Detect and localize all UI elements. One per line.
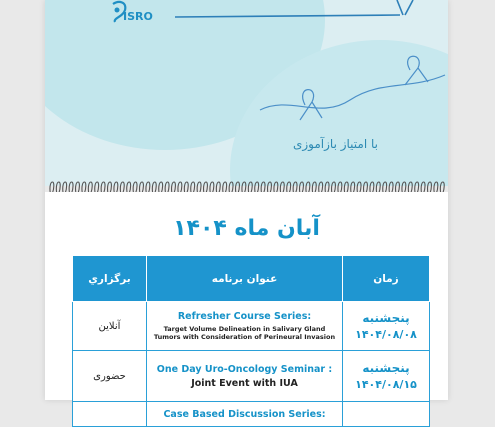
cme-credit-caption: با امتیاز بازآموزی bbox=[292, 137, 378, 151]
event-day: پنجشنبه bbox=[362, 361, 410, 375]
header-time: زمان bbox=[343, 256, 430, 302]
ribbon-decoration bbox=[250, 50, 448, 130]
schedule-table bbox=[72, 255, 430, 427]
event-subtitle: Target Volume Delineation in Salivary Gland Tumors with Consideration of Perineural Invasion bbox=[153, 324, 336, 341]
event-series: Case Based Discussion Series: bbox=[163, 408, 326, 420]
month-title: آبان ماه ۱۴۰۴ bbox=[173, 216, 320, 241]
event-day: پنجشنبه bbox=[362, 311, 410, 325]
event-subtitle: Joint Event with IUA bbox=[191, 377, 298, 389]
event-series: Refresher Course Series: bbox=[177, 310, 312, 322]
logo-text: ISRO bbox=[123, 10, 153, 23]
header-organizer: برگزاري bbox=[73, 256, 147, 302]
table-header-row bbox=[73, 256, 430, 302]
organizer-cell: حضوری bbox=[93, 370, 126, 382]
table-row bbox=[73, 302, 430, 351]
calendar bbox=[45, 0, 448, 420]
table-row bbox=[73, 351, 430, 402]
header-title: عنوان برنامه bbox=[147, 256, 343, 302]
table-row bbox=[73, 402, 430, 427]
event-date: ۱۴۰۴/۰۸/۰۸ bbox=[355, 328, 417, 341]
arrow-decoration bbox=[165, 0, 425, 30]
calendar-bottom-page bbox=[45, 192, 448, 420]
calendar-top-page bbox=[45, 0, 448, 186]
event-date: ۱۴۰۴/۰۸/۱۵ bbox=[355, 378, 417, 391]
organizer-cell: آنلاین bbox=[98, 320, 121, 332]
event-series: One Day Uro-Oncology Seminar : bbox=[156, 363, 333, 375]
